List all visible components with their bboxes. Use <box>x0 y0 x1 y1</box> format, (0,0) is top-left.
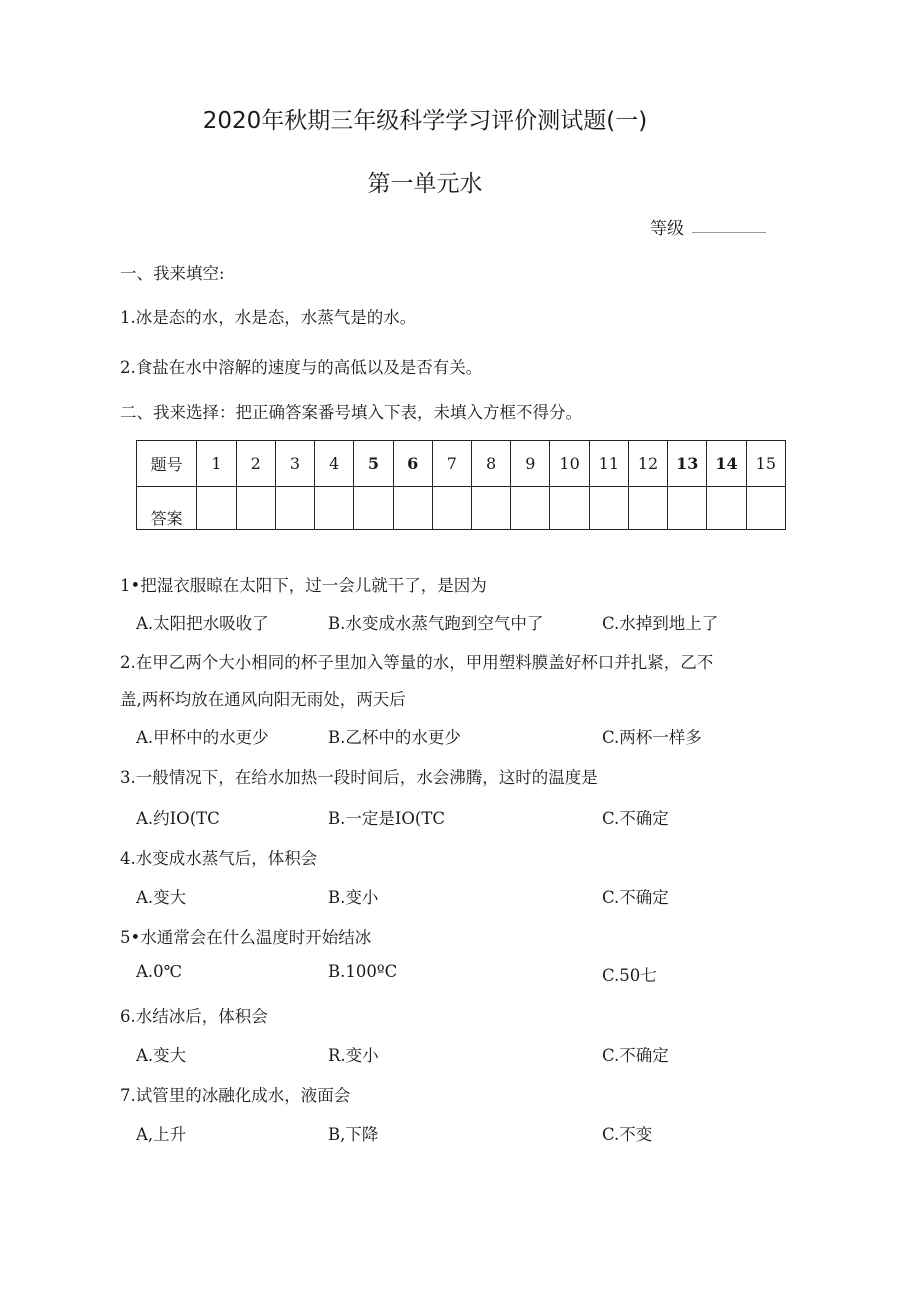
question-4-option-b: B.变小 <box>328 888 379 907</box>
answer-cell[interactable] <box>707 487 746 530</box>
question-7-stem: 7.试管里的冰融化成水，液面会 <box>120 1086 351 1105</box>
grade-label: 等级 <box>650 219 684 239</box>
grade-blank[interactable] <box>692 232 766 233</box>
answer-cell[interactable] <box>550 487 589 530</box>
question-2-stem: 2.在甲乙两个大小相同的杯子里加入等量的水，甲用塑料膜盖好杯口并扎紧，乙不 <box>120 653 714 672</box>
table-number-cell: 15 <box>746 441 785 487</box>
section1-heading: 一、我来填空: <box>120 264 225 283</box>
question-4-option-a: A.变大 <box>136 888 187 907</box>
page-title: 2020年秋期三年级科学学习评价测试题(一) <box>202 108 648 134</box>
question-2-option-a: A.甲杯中的水更少 <box>136 728 269 747</box>
table-number-cell: 6 <box>393 441 432 487</box>
table-number-cell: 8 <box>472 441 511 487</box>
question-5-option-a: A.0℃ <box>136 962 183 981</box>
question-1-stem: 1•把湿衣服晾在太阳下，过一会儿就干了，是因为 <box>120 576 487 595</box>
answer-cell[interactable] <box>511 487 550 530</box>
answer-table <box>136 440 786 530</box>
answer-cell[interactable] <box>628 487 667 530</box>
question-5-stem: 5•水通常会在什么温度时开始结冰 <box>120 928 372 947</box>
table-number-cell: 3 <box>275 441 314 487</box>
table-number-cell: 12 <box>628 441 667 487</box>
question-6-option-b: R.变小 <box>328 1046 379 1065</box>
question-4-option-c: C.不确定 <box>602 888 669 907</box>
question-5-option-b: B.100ºC <box>328 962 398 981</box>
table-number-cell: 11 <box>589 441 628 487</box>
fill-question-2: 2.食盐在水中溶解的速度与的高低以及是否有关。 <box>120 358 483 377</box>
question-2-option-c: C.两杯一样多 <box>602 728 702 747</box>
question-4-stem: 4.水变成水蒸气后，体积会 <box>120 849 318 868</box>
answer-cell[interactable] <box>393 487 432 530</box>
table-number-cell: 5 <box>354 441 393 487</box>
answer-cell[interactable] <box>275 487 314 530</box>
question-3-stem: 3.一般情况下，在给水加热一段时间后，水会沸腾，这时的温度是 <box>120 768 598 787</box>
answer-cell[interactable] <box>668 487 707 530</box>
question-6-option-a: A.变大 <box>136 1046 187 1065</box>
answer-cell[interactable] <box>472 487 511 530</box>
question-2-stem-continued: 盖,两杯均放在通风向阳无雨处，两天后 <box>120 690 406 709</box>
answer-cell[interactable] <box>315 487 354 530</box>
table-number-cell: 14 <box>707 441 746 487</box>
question-1-option-a: A.太阳把水吸收了 <box>136 614 269 633</box>
question-1-option-b: B.水变成水蒸气跑到空气中了 <box>328 614 544 633</box>
question-1-option-c: C.水掉到地上了 <box>602 614 719 633</box>
section2-heading: 二、我来选择：把正确答案番号填入下表，未填入方框不得分。 <box>120 403 582 422</box>
page-subtitle: 第一单元水 <box>367 171 483 197</box>
table-number-cell: 13 <box>668 441 707 487</box>
table-number-cell: 7 <box>432 441 471 487</box>
answer-cell[interactable] <box>432 487 471 530</box>
question-7-option-c: C.不变 <box>602 1125 653 1144</box>
table-number-cell: 10 <box>550 441 589 487</box>
answer-cell[interactable] <box>589 487 628 530</box>
question-7-option-b: B,下降 <box>328 1125 379 1144</box>
table-header-cell: 题号 <box>137 441 197 487</box>
table-header-cell: 答案 <box>137 487 197 530</box>
table-number-cell: 4 <box>315 441 354 487</box>
table-number-cell: 1 <box>197 441 236 487</box>
question-3-option-c: C.不确定 <box>602 809 669 828</box>
table-number-cell: 2 <box>236 441 275 487</box>
question-6-option-c: C.不确定 <box>602 1046 669 1065</box>
fill-question-1: 1.冰是态的水，水是态，水蒸气是的水。 <box>120 308 417 327</box>
table-row-numbers <box>137 441 786 487</box>
table-row-answers <box>137 487 786 530</box>
question-7-option-a: A,上升 <box>136 1125 187 1144</box>
answer-cell[interactable] <box>746 487 785 530</box>
question-2-option-b: B.乙杯中的水更少 <box>328 728 461 747</box>
answer-cell[interactable] <box>236 487 275 530</box>
question-5-option-c: C.50七 <box>602 966 657 985</box>
answer-cell[interactable] <box>354 487 393 530</box>
answer-cell[interactable] <box>197 487 236 530</box>
question-3-option-b: B.一定是IO(TC <box>328 809 445 828</box>
table-number-cell: 9 <box>511 441 550 487</box>
question-3-option-a: A.约IO(TC <box>136 809 220 828</box>
question-6-stem: 6.水结冰后，体积会 <box>120 1007 268 1026</box>
